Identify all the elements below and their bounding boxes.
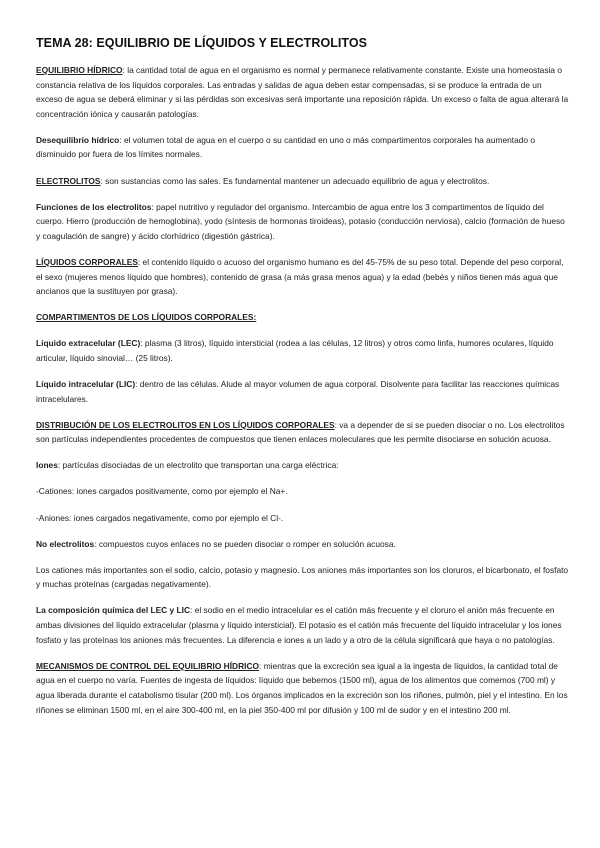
paragraph-liquido-extracelular — [36, 336, 569, 365]
term-composicion-quimica: La composición química del LEC y LIC — [36, 605, 191, 616]
paragraph-equilibrio-hidrico — [36, 63, 569, 121]
paragraph-distribucion-electrolitos — [36, 418, 569, 447]
heading-compartimentos: COMPARTIMENTOS DE LOS LÍQUIDOS CORPORALES: — [36, 312, 257, 323]
term-desequilibrio-hidrico: Desequilibrio hídrico — [36, 134, 120, 145]
paragraph-desequilibrio-hidrico — [36, 133, 569, 162]
paragraph-text: mientras que la excreción sea igual a la ingesta de líquidos, la cantidad total de agua en el cuerpo no varía. Fuentes de ingesta de líquidos: líquido que bebemos (1500 ml), agua de los alimentos que comemos (700 ml) y agua liberada durante el catabolismo tisular (200 ml). Los órganos implicados en la excreción son los riñones, pulmón, piel y el intestino. En los riñones se eliminan 1500 ml, en el aire 300-400 ml, en la piel 350-400 ml por difusión y 100 ml de sudor y en el intestino 200 ml. — [36, 660, 568, 715]
paragraph-electrolitos — [36, 174, 569, 189]
paragraph-composicion-quimica — [36, 603, 569, 647]
paragraph-no-electrolitos — [36, 537, 569, 552]
term-liquido-intracelular: Líquido intracelular (LIC) — [36, 379, 136, 389]
paragraph-text: va a depender de si se pueden disociar o no. Los electrolitos son partículas independientes procedentes de compuestos que tienen enlaces moleculares que les permite disociarse en solución acuosa. — [36, 419, 565, 445]
term-separator: : — [135, 379, 138, 389]
term-liquido-extracelular: Líquido extracelular (LEC) — [36, 338, 141, 349]
paragraph-text: el contenido líquido o acuoso del organismo humano es del 45-75% de su peso total. Depende del peso corporal, el sexo (mujeres menos líquido que hombres), contenido de grasa (a más grasa menos agua) y la edad (bebés y niños tienen más agua que ancianos que la sustituyen por grasa). — [36, 256, 564, 297]
paragraph-iones — [36, 458, 569, 473]
paragraph-mecanismos-control — [36, 659, 569, 717]
paragraph-text: el volumen total de agua en el cuerpo o su cantidad en uno o más compartimentos corporales ha aumentado o disminuido por fuera de los límites normales. — [36, 134, 536, 160]
term-mecanismos-control: MECANISMOS DE CONTROL DEL EQUILIBRIO HÍDRICO — [36, 660, 260, 671]
term-separator: : — [151, 201, 154, 212]
paragraph-liquidos-corporales — [36, 255, 569, 299]
term-distribucion-electrolitos: DISTRIBUCIÓN DE LOS ELECTROLITOS EN LOS LÍQUIDOS CORPORALES — [36, 419, 335, 430]
term-separator: : — [140, 338, 143, 349]
paragraph-text: dentro de las células. Alude al mayor volumen de agua corporal. Disolvente para facilitar las reacciones químicas intracelulares. — [36, 379, 560, 404]
term-separator: : — [190, 605, 193, 616]
paragraph-text: papel nutritivo y regulador del organismo. Intercambio de agua entre los 3 compartimentos de líquido del cuerpo. Hierro (producción de hemoglobina), yodo (síntesis de hormonas tiroideas), potasio (conducción nerviosa), calcio (formación de hueso y coagulación de sangre) y ácido clorhídrico (digestión gástrica). — [36, 201, 565, 241]
term-funciones-electrolitos: Funciones de los electrolitos — [36, 201, 152, 212]
term-separator: : — [100, 175, 103, 186]
term-no-electrolitos: No electrolitos — [36, 538, 95, 549]
term-separator: : — [137, 256, 141, 267]
paragraph-text: son sustancias como las sales. Es fundamental mantener un adecuado equilibrio de agua y electrolitos. — [102, 175, 490, 186]
term-separator: : — [94, 538, 97, 549]
paragraph-liquido-intracelular — [36, 377, 569, 406]
term-separator: : — [259, 660, 262, 671]
paragraph-text: el sodio en el medio intracelular es el catión más frecuente y el cloruro el anión más frecuente en ambas divisiones del líquido extracelular (plasma y líquido intersticial). El potasio es el catión más frecuente del líquido intracelular y los iones fosfato y las proteínas los aniones más frecuentes. La diferencia e iones a un lado y a otro de la célula significará que haya o no patologías. — [36, 605, 562, 645]
term-equilibrio-hidrico: EQUILIBRIO HÍDRICO — [36, 65, 123, 75]
paragraph-text: partículas disociadas de un electrolito que transportan una carga eléctrica: — [60, 460, 339, 471]
paragraph-text: plasma (3 litros), líquido intersticial (rodea a las células, 12 litros) y otros como linfa, humores oculares, líquido articular, líquido sinovial… (25 litros). — [36, 338, 554, 363]
term-separator: : — [334, 419, 337, 430]
document-title: TEMA 28: EQUILIBRIO DE LÍQUIDOS Y ELECTROLITOS — [36, 36, 368, 50]
paragraph-text: la cantidad total de agua en el organismo es normal y permanece relativamente constante. Existe una homeostasia o constancia relativa de los líquidos corporales. Las entradas y salidas de agua deben estar compensadas, si se produce la entrada de un exceso de agua se deberá eliminar y si las pérdidas son excesivas será importante una reposición rápida. Un exceso o falta de agua alterará la concentración iónica y causarán patologías. — [36, 65, 569, 119]
paragraph-cationes-aniones-importantes: Los cationes más importantes son el sodio, calcio, potasio y magnesio. Los aniones más importantes son los cloruros, el bicarbonato, el fosfato y muchas proteínas (cargadas negativamente). — [36, 564, 569, 590]
term-separator: : — [122, 65, 125, 75]
paragraph-text: compuestos cuyos enlaces no se pueden disociar o romper en solución acuosa. — [96, 538, 396, 549]
paragraph-aniones: -Aniones: iones cargados negativamente, como por ejemplo el Cl-. — [36, 512, 284, 523]
term-electrolitos: ELECTROLITOS — [36, 175, 101, 186]
section-heading-compartimentos — [36, 310, 569, 325]
document-body — [36, 36, 569, 729]
term-separator: : — [57, 460, 61, 471]
paragraph-cationes: -Cationes: iones cargados positivamente, como por ejemplo el Na+. — [36, 486, 288, 497]
term-separator: : — [119, 134, 122, 145]
term-liquidos-corporales: LÍQUIDOS CORPORALES — [36, 256, 138, 267]
term-iones: Iones — [36, 460, 58, 471]
paragraph-funciones-electrolitos — [36, 200, 569, 244]
